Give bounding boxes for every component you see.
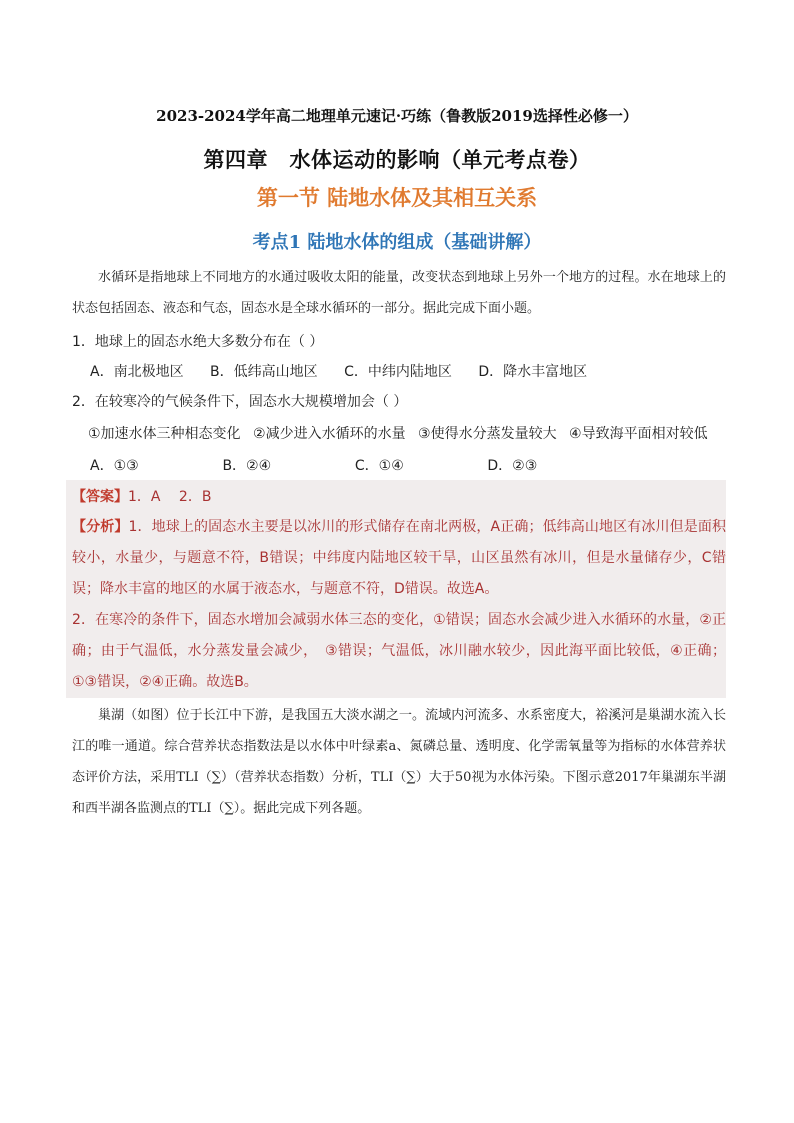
point-title: 考点1 陆地水体的组成（基础讲解） xyxy=(252,232,542,253)
answer-text: 1．A 2．B xyxy=(128,489,212,505)
analysis-tag: 【分析】 xyxy=(72,519,129,535)
series-title: 2023-2024学年高二地理单元速记·巧练（鲁教版2019选择性必修一） xyxy=(156,107,638,125)
q2-option-b: B．②④ xyxy=(222,458,272,474)
material-paragraph-2: 巢湖（如图）位于长江中下游，是我国五大淡水湖之一。流域内河流多、水系密度大，裕溪河是巢湖水流入长江的唯一通道。综合营养状态指数法是以水体中叶绿素a、氮磷总量、透明度、化学需氧量等为指标的水体营养状态评价方法，采用TLI（∑）（营养状态指数）分析，TLI（∑）大于50视为水体污染。下图示意2017年巢湖东半湖和西半湖各监测点的TLI（∑）。据此完成下列各题。 xyxy=(72,708,726,816)
analysis-1-text: 1．地球上的固态水主要是以冰川的形式储存在南北两极，A正确；低纬高山地区有冰川但是面积较小，水量少，与题意不符，B错误；中纬度内陆地区较干旱，山区虽然有冰川，但是水量储存少，C错误；降水丰富的地区的水属于液态水，与题意不符，D错误。故选A。 xyxy=(72,519,727,597)
chapter-title: 第四章 水体运动的影响（单元考点卷） xyxy=(203,147,591,172)
q2-statement-3: ③使得水分蒸发量较大 xyxy=(418,426,557,442)
q2-statement-1: ①加速水体三种相态变化 xyxy=(88,426,241,442)
question-2-statements xyxy=(88,423,716,443)
q2-option-c: C．①④ xyxy=(354,458,404,474)
q1-option-a: A．南北极地区 xyxy=(90,364,184,380)
section-title: 第一节 陆地水体及其相互关系 xyxy=(256,185,538,210)
answer-tag: 【答案】 xyxy=(72,489,128,505)
q2-statement-2: ②减少进入水循环的水量 xyxy=(253,426,406,442)
q2-statement-4: ④导致海平面相对较低 xyxy=(569,426,708,442)
question-1-stem: 1．地球上的固态水绝大多数分布在（ ） xyxy=(72,334,324,350)
material-paragraph-1: 水循环是指地球上不同地方的水通过吸收太阳的能量，改变状态到地球上另外一个地方的过程。水在地球上的状态包括固态、液态和气态，固态水是全球水循环的一部分。据此完成下面小题。 xyxy=(72,270,726,316)
q1-option-d: D．降水丰富地区 xyxy=(478,364,588,380)
q2-option-d: D．②③ xyxy=(487,458,538,474)
analysis-1 xyxy=(72,512,726,605)
question-1-options xyxy=(90,361,609,381)
question-2-options xyxy=(90,455,615,475)
q2-option-a: A．①③ xyxy=(90,458,139,474)
q1-option-c: C．中纬内陆地区 xyxy=(344,364,452,380)
question-2-stem: 2．在较寒冷的气候条件下，固态水大规模增加会（ ） xyxy=(72,394,408,410)
analysis-2: 2．在寒冷的条件下，固态水增加会减弱水体三态的变化，①错误；固态水会减少进入水循环的水量，②正确；由于气温低，水分蒸发量会减少， ③错误；气温低，冰川融水较少，因此海平面比较低，④正确；①③错误，②④正确。故选B。 xyxy=(72,612,726,690)
answer-line xyxy=(72,486,211,506)
q1-option-b: B．低纬高山地区 xyxy=(210,364,318,380)
